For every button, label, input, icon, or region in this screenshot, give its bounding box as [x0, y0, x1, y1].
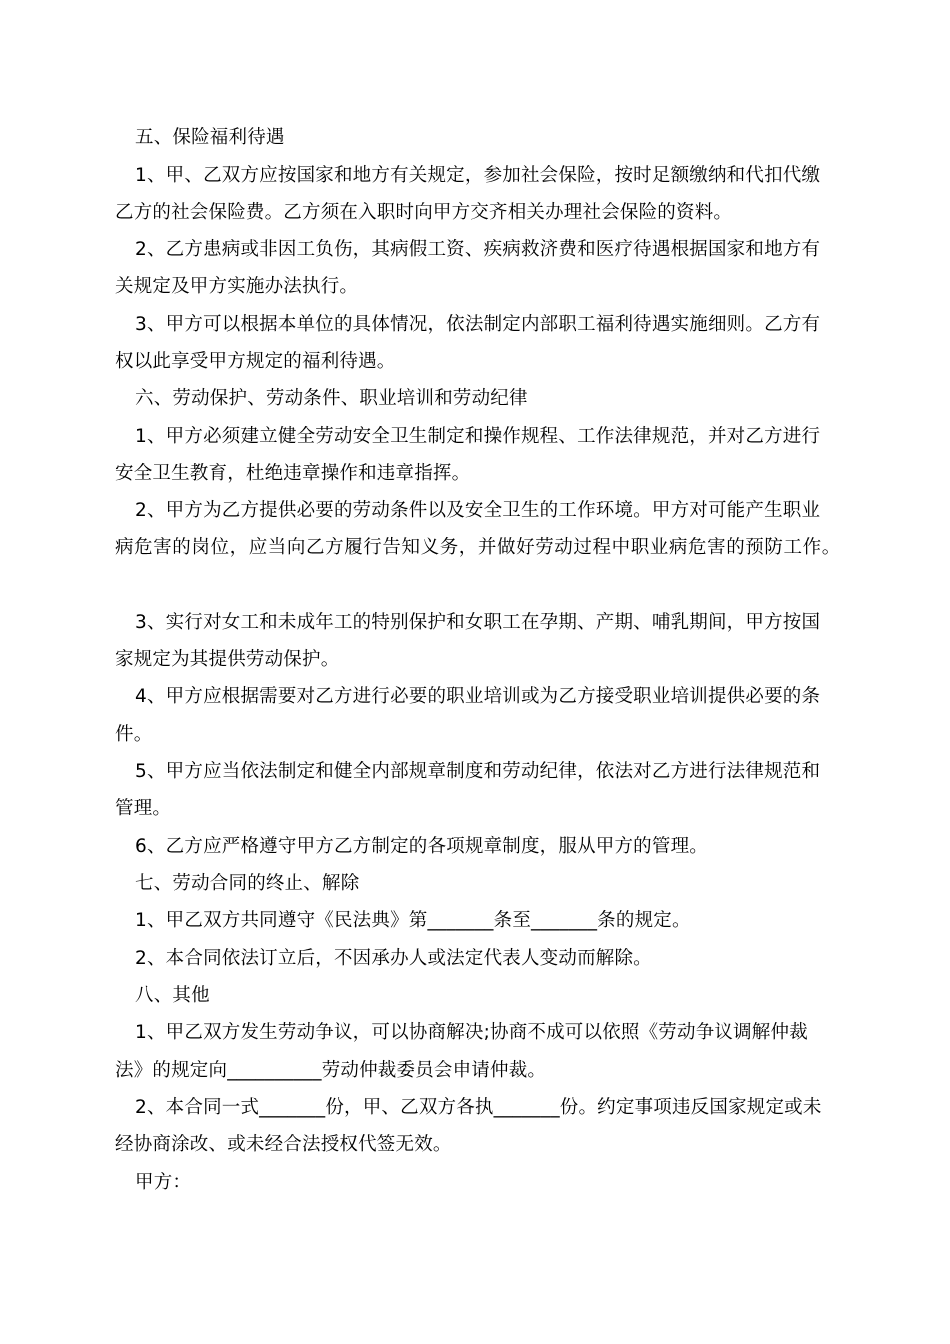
paragraph-line: 2、本合同依法订立后，不因承办人或法定代表人变动而解除。 [135, 948, 652, 969]
paragraph-line: 3、甲方可以根据本单位的具体情况，依法制定内部职工福利待遇实施细则。乙方有 [135, 314, 821, 335]
section-heading-other: 八、其他 [135, 985, 210, 1006]
paragraph-line: 1、甲乙双方共同遵守《民法典》第_______条至_______条的规定。 [135, 910, 691, 931]
section-heading-insurance-welfare: 五、保险福利待遇 [135, 127, 285, 148]
paragraph-line: 1、甲、乙双方应按国家和地方有关规定，参加社会保险，按时足额缴纳和代扣代缴 [135, 165, 821, 186]
section-heading-contract-termination: 七、劳动合同的终止、解除 [135, 873, 360, 894]
section-heading-labor-protection: 六、劳动保护、劳动条件、职业培训和劳动纪律 [135, 388, 528, 409]
party-a-signature-label: 甲方： [135, 1172, 192, 1193]
paragraph-line: 病危害的岗位，应当向乙方履行告知义务，并做好劳动过程中职业病危害的预防工作。 [115, 537, 841, 558]
paragraph-line: 经协商涂改、或未经合法授权代签无效。 [115, 1134, 452, 1155]
paragraph-line: 1、甲方必须建立健全劳动安全卫生制定和操作规程、工作法律规范，并对乙方进行 [135, 426, 821, 447]
paragraph-line: 管理。 [115, 798, 172, 819]
paragraph-line: 2、本合同一式_______份，甲、乙双方各执_______份。约定事项违反国家规定或未 [135, 1097, 822, 1118]
paragraph-line: 4、甲方应根据需要对乙方进行必要的职业培训或为乙方接受职业培训提供必要的条 [135, 686, 821, 707]
paragraph-line: 2、甲方为乙方提供必要的劳动条件以及安全卫生的工作环境。甲方对可能产生职业 [135, 500, 821, 521]
paragraph-line: 件。 [115, 724, 153, 745]
paragraph-line: 1、甲乙双方发生劳动争议，可以协商解决;协商不成可以依照《劳动争议调解仲裁 [135, 1022, 808, 1043]
paragraph-line: 关规定及甲方实施办法执行。 [115, 276, 359, 297]
paragraph-line: 乙方的社会保险费。乙方须在入职时向甲方交齐相关办理社会保险的资料。 [115, 202, 733, 223]
paragraph-line: 法》的规定向__________劳动仲裁委员会申请仲裁。 [115, 1060, 547, 1081]
paragraph-line: 3、实行对女工和未成年工的特别保护和女职工在孕期、产期、哺乳期间，甲方按国 [135, 612, 821, 633]
paragraph-line: 5、甲方应当依法制定和健全内部规章制度和劳动纪律，依法对乙方进行法律规范和 [135, 761, 821, 782]
paragraph-line: 家规定为其提供劳动保护。 [115, 649, 340, 670]
paragraph-line: 安全卫生教育，杜绝违章操作和违章指挥。 [115, 463, 471, 484]
paragraph-line: 权以此享受甲方规定的福利待遇。 [115, 351, 396, 372]
paragraph-line: 6、乙方应严格遵守甲方乙方制定的各项规章制度，服从甲方的管理。 [135, 836, 708, 857]
paragraph-line: 2、乙方患病或非因工负伤，其病假工资、疾病救济费和医疗待遇根据国家和地方有 [135, 239, 821, 260]
